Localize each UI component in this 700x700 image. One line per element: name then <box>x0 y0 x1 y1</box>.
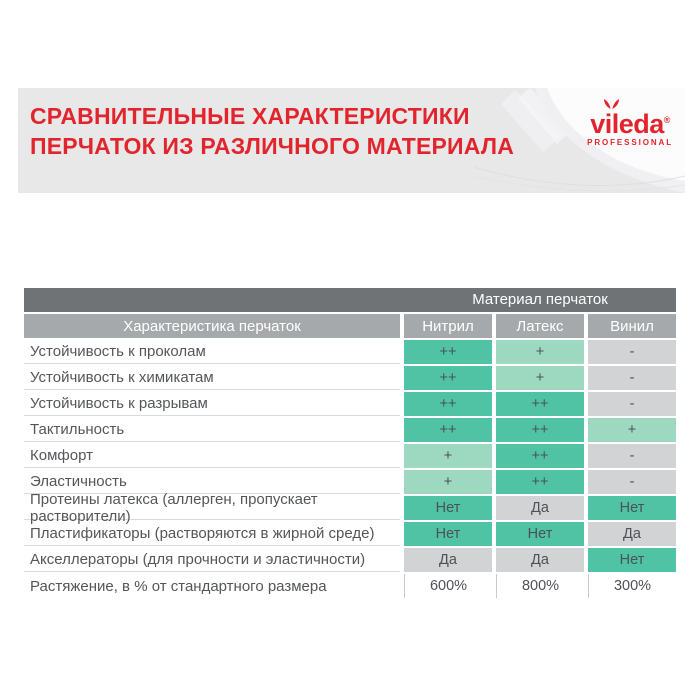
value-cell: Нет <box>588 496 676 520</box>
value-cell: Да <box>496 496 584 520</box>
row-label: Тактильность <box>24 418 400 442</box>
row-label: Устойчивость к химикатам <box>24 366 400 390</box>
value-cell: ++ <box>404 340 492 364</box>
row-label: Устойчивость к проколам <box>24 340 400 364</box>
page-title-line1: СРАВНИТЕЛЬНЫЕ ХАРАКТЕРИСТИКИ <box>30 103 470 129</box>
row-label: Протеины латекса (аллерген, пропускает растворители) <box>24 496 400 520</box>
value-cell: ++ <box>496 418 584 442</box>
table-group-header-row <box>24 288 676 312</box>
table-row <box>24 418 676 442</box>
column-header-characteristic: Характеристика перчаток <box>24 314 400 338</box>
value-cell: Нет <box>404 522 492 546</box>
table-row <box>24 392 676 416</box>
column-header-nitrile: Нитрил <box>404 314 492 338</box>
value-cell: ++ <box>496 392 584 416</box>
value-cell: - <box>588 366 676 390</box>
laurel-leaf-icon <box>603 99 620 109</box>
registered-mark: ® <box>663 115 670 125</box>
value-cell: + <box>404 470 492 494</box>
value-cell: Да <box>496 548 584 572</box>
table-row <box>24 340 676 364</box>
value-cell: 600% <box>404 574 492 598</box>
table-row <box>24 444 676 468</box>
value-cell: Нет <box>404 496 492 520</box>
logo-subtitle: PROFESSIONAL <box>587 138 673 147</box>
row-label: Эластичность <box>24 470 400 494</box>
row-label: Комфорт <box>24 444 400 468</box>
page-title <box>30 101 514 161</box>
vileda-logo <box>587 100 673 147</box>
table-row <box>24 522 676 546</box>
value-cell: ++ <box>404 418 492 442</box>
header-band <box>18 88 685 193</box>
row-label: Растяжение, в % от стандартного размера <box>30 577 327 595</box>
value-cell: 800% <box>496 574 584 598</box>
value-cell: 300% <box>588 574 676 598</box>
row-label: Устойчивость к разрывам <box>24 392 400 416</box>
value-cell: + <box>496 366 584 390</box>
value-cell: ++ <box>496 444 584 468</box>
comparison-table <box>24 288 676 600</box>
row-label: Пластификаторы (растворяются в жирной среде) <box>24 522 400 546</box>
group-header-label: Материал перчаток <box>472 291 608 308</box>
value-cell: Нет <box>496 522 584 546</box>
table-header-row <box>24 314 676 338</box>
table-row <box>24 366 676 390</box>
value-cell: - <box>588 392 676 416</box>
value-cell: ++ <box>404 392 492 416</box>
table-row <box>24 490 676 525</box>
value-cell: + <box>588 418 676 442</box>
table-row <box>24 548 676 572</box>
logo-brand-text <box>587 100 673 137</box>
column-header-latex: Латекс <box>496 314 584 338</box>
value-cell: ++ <box>496 470 584 494</box>
value-cell: ++ <box>404 366 492 390</box>
value-cell: Нет <box>588 548 676 572</box>
table-body <box>24 340 676 598</box>
logo-brand-word: vileda <box>590 109 664 139</box>
column-header-vinyl: Винил <box>588 314 676 338</box>
value-cell: + <box>404 444 492 468</box>
value-cell: - <box>588 470 676 494</box>
value-cell: + <box>496 340 584 364</box>
value-cell: Да <box>404 548 492 572</box>
page-title-line2: ПЕРЧАТОК ИЗ РАЗЛИЧНОГО МАТЕРИАЛА <box>30 133 514 159</box>
value-cell: Да <box>588 522 676 546</box>
value-cell: - <box>588 340 676 364</box>
table-row <box>24 574 676 598</box>
row-label: Акселлераторы (для прочности и эластичности) <box>24 548 400 572</box>
value-cell: - <box>588 444 676 468</box>
